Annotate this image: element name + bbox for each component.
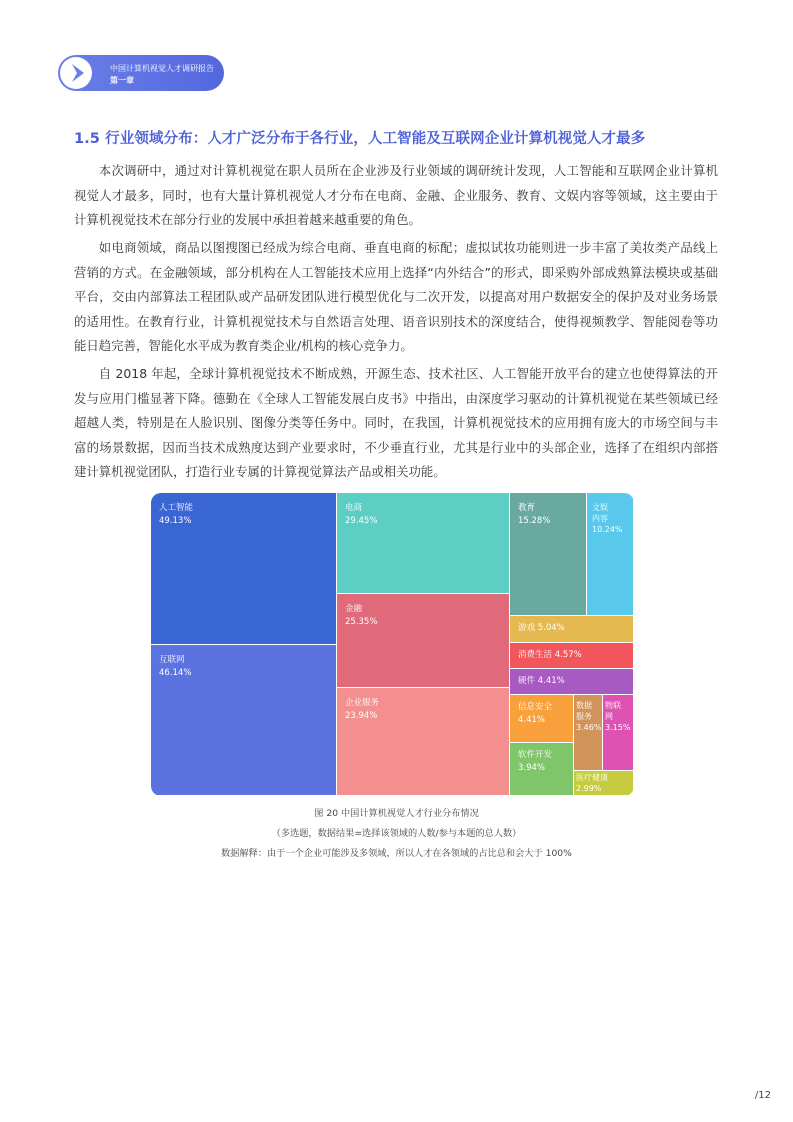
tile-name-line: 物联 xyxy=(605,701,621,710)
tile-value: 4.41% xyxy=(518,714,546,725)
tile-label xyxy=(576,700,601,733)
treemap-tile-finance xyxy=(337,594,510,688)
tile-label xyxy=(605,700,630,733)
tile-label xyxy=(518,749,552,774)
figure-caption: 图 20 中国计算机视觉人才行业分布情况 xyxy=(314,808,479,819)
treemap-tile-internet xyxy=(151,645,337,796)
tile-value: 29.45% xyxy=(345,515,378,526)
tile-name-line: 网 xyxy=(605,712,613,721)
tile-label xyxy=(518,675,565,688)
treemap-tile-medical xyxy=(574,771,634,796)
tile-label xyxy=(518,502,550,527)
treemap-tile-game xyxy=(510,616,634,643)
tile-value: 3.46% xyxy=(576,723,602,732)
tile-value: 15.28% xyxy=(518,515,551,526)
figure-note: （多选题，数据结果=选择该领域的人数/参与本题的总人数） xyxy=(271,828,522,839)
tile-value: 5.04% xyxy=(537,623,565,633)
tile-label xyxy=(518,701,552,726)
tile-name: 人工智能 xyxy=(159,503,194,513)
tile-name-line: 内容 xyxy=(592,514,608,523)
treemap-tile-ecommerce xyxy=(337,493,510,594)
treemap-tile-consumer xyxy=(510,643,634,669)
tile-label xyxy=(518,622,565,635)
treemap-tile-education xyxy=(510,493,587,616)
tile-name-line: 数据 xyxy=(576,701,592,710)
tile-label xyxy=(345,697,379,722)
treemap-tile-software xyxy=(510,743,574,796)
tile-name: 消费生活 xyxy=(518,650,553,660)
tile-value: 4.41% xyxy=(537,676,565,686)
tile-name-line: 文娱 xyxy=(592,503,608,512)
chevron-right-icon xyxy=(69,62,89,84)
tile-name: 金融 xyxy=(345,604,363,614)
data-explanation: 数据解释：由于一个企业可能涉及多领域，所以人才在各领域的占比总和会大于 100% xyxy=(221,848,572,859)
treemap-tile-ai xyxy=(151,493,337,645)
tile-value: 25.35% xyxy=(345,616,378,627)
tile-name: 信息安全 xyxy=(518,702,553,712)
tile-label xyxy=(345,603,377,628)
tile-value: 3.15% xyxy=(605,723,631,732)
tile-name: 游戏 xyxy=(518,623,536,633)
tile-value: 23.94% xyxy=(345,710,378,721)
tile-name: 软件开发 xyxy=(518,750,553,760)
paragraph: 如电商领域，商品以图搜图已经成为综合电商、垂直电商的标配；虚拟试妆功能则进一步丰富了美妆类产品线上营销的方式。在金融领域，部分机构在人工智能技术应用上选择“内外结合”的形式，即采购外部成熟算法模块或基础平台，交由内部算法工程团队或产品研发团队进行模型优化与二次开发，以提高对用户数据安全的保护及对业务场景的适用性。在教育行业，计算机视觉技术与自然语言处理、语音识别技术的深度结合，使得视频教学、智能阅卷等功能日趋完善，智能化水平成为教育类企业/机构的核心竞争力。 xyxy=(74,240,718,354)
treemap-tile-iot xyxy=(603,695,634,771)
tile-name: 教育 xyxy=(518,503,536,513)
tile-value: 46.14% xyxy=(159,667,192,678)
treemap-tile-enterprise xyxy=(337,688,510,796)
tile-label xyxy=(159,654,191,679)
tile-label xyxy=(159,502,193,527)
treemap-tile-security xyxy=(510,695,574,743)
tile-value: 4.57% xyxy=(554,650,582,660)
tile-label xyxy=(576,772,608,794)
tile-value: 3.94% xyxy=(518,762,546,773)
page-number: /12 xyxy=(754,1090,771,1101)
tile-value: 2.99% xyxy=(576,784,602,793)
tile-label xyxy=(345,502,377,527)
tile-name: 医疗健康 xyxy=(576,773,608,782)
section-title: 1.5 行业领域分布：人才广泛分布于各行业，人工智能及互联网企业计算机视觉人才最多 xyxy=(74,131,646,147)
treemap-tile-entertainment xyxy=(587,493,634,616)
report-header xyxy=(58,55,224,91)
tile-label xyxy=(592,502,623,535)
tile-name: 硬件 xyxy=(518,676,536,686)
tile-value: 49.13% xyxy=(159,515,192,526)
treemap-tile-data-service xyxy=(574,695,603,771)
industry-treemap xyxy=(151,493,634,796)
tile-name: 互联网 xyxy=(159,655,185,665)
tile-label xyxy=(518,649,582,662)
treemap-tile-hardware xyxy=(510,669,634,695)
tile-name: 企业服务 xyxy=(345,698,380,708)
tile-name: 电商 xyxy=(345,503,363,513)
tile-value: 10.24% xyxy=(592,525,623,534)
report-title: 中国计算机视觉人才调研报告 xyxy=(110,64,214,73)
chapter-label: 第一章 xyxy=(110,76,134,85)
tile-name-line: 服务 xyxy=(576,712,592,721)
paragraph: 本次调研中，通过对计算机视觉在职人员所在企业涉及行业领域的调研统计发现，人工智能和互联网企业计算机视觉人才最多，同时，也有大量计算机视觉人才分布在电商、金融、企业服务、教育、文娱内容等领域，这主要由于计算机视觉技术在部分行业的发展中承担着越来越重要的角色。 xyxy=(74,163,718,228)
paragraph: 自 2018 年起，全球计算机视觉技术不断成熟，开源生态、技术社区、人工智能开放平台的建立也使得算法的开发与应用门槛显著下降。德勤在《全球人工智能发展白皮书》中指出，由深度学习驱动的计算机视觉在某些领域已经超越人类，特别是在人脸识别、图像分类等任务中。同时，在我国，计算机视觉技术的应用拥有庞大的市场空间与丰富的场景数据，因而当技术成熟度达到产业要求时，不少垂直行业，尤其是行业中的头部企业，选择了在组织内部搭建计算机视觉团队，打造行业专属的计算视觉算法产品或相关功能。 xyxy=(74,366,718,480)
